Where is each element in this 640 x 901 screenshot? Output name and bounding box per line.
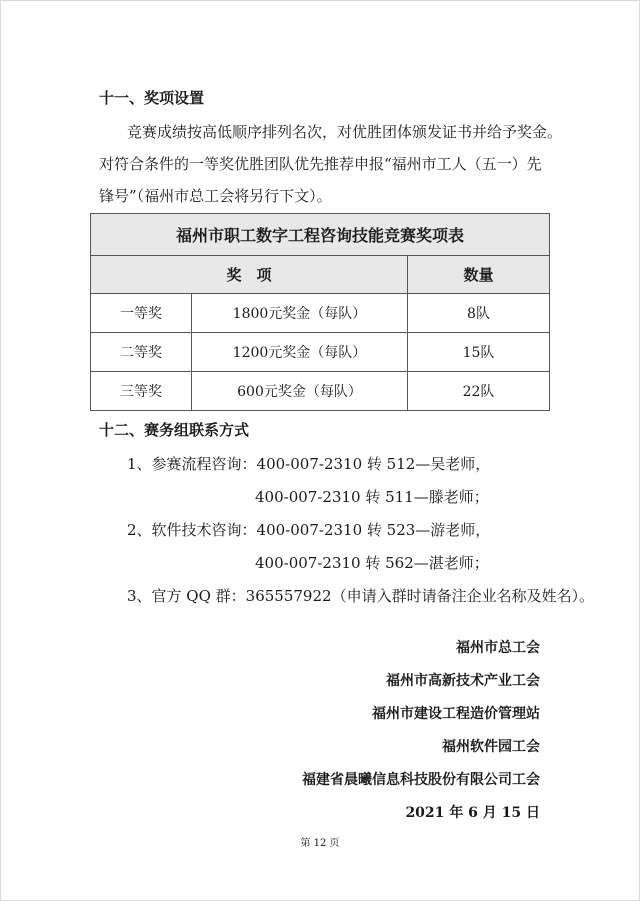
section-11-paragraph-line-1: 竞赛成绩按高低顺序排列名次，对优胜团体颁发证书并给予奖金。 [127, 123, 563, 141]
award-count: 15队 [408, 333, 550, 372]
award-rank: 三等奖 [91, 372, 192, 411]
award-table-title: 福州市职工数字工程咨询技能竞赛奖项表 [91, 214, 550, 256]
award-prize: 1200元奖金（每队） [192, 333, 408, 372]
table-row [91, 333, 550, 372]
award-prize: 1800元奖金（每队） [192, 294, 408, 333]
table-row [91, 294, 550, 333]
contact-process-line-1: 1、参赛流程咨询：400-007-2310 转 512—吴老师， [127, 455, 491, 473]
contact-software-line-1: 2、软件技术咨询：400-007-2310 转 523—游老师， [127, 521, 491, 539]
contact-process-line-2: 400-007-2310 转 511—滕老师； [255, 488, 489, 506]
award-count: 22队 [408, 372, 550, 411]
contact-software-line-2: 400-007-2310 转 562—湛老师； [255, 554, 489, 572]
signature-org-2: 福州市高新技术产业工会 [386, 673, 540, 689]
award-table [90, 213, 549, 411]
award-table-header-award: 奖 项 [91, 256, 408, 294]
award-table-header-count: 数量 [408, 256, 550, 294]
award-rank: 二等奖 [91, 333, 192, 372]
award-prize: 600元奖金（每队） [192, 372, 408, 411]
signature-org-3: 福州市建设工程造价管理站 [372, 706, 540, 722]
section-11-title: 十一、奖项设置 [99, 89, 205, 107]
contact-qq-group: 3、官方 QQ 群：365557922（申请入群时请备注企业名称及姓名）。 [127, 587, 595, 605]
signature-org-5: 福建省晨曦信息科技股份有限公司工会 [302, 772, 540, 788]
signature-org-1: 福州市总工会 [456, 640, 540, 656]
section-11-paragraph-line-3: 锋号”（福州市总工会将另行下文）。 [99, 187, 332, 205]
award-rank: 一等奖 [91, 294, 192, 333]
table-row [91, 372, 550, 411]
page-number: 第 12 页 [300, 838, 340, 849]
signature-date: 2021 年 6 月 15 日 [405, 805, 540, 821]
award-count: 8队 [408, 294, 550, 333]
section-11-paragraph-line-2: 对符合条件的一等奖优胜团队优先推荐申报“福州市工人（五一）先 [99, 155, 542, 173]
signature-org-4: 福州软件园工会 [442, 739, 540, 755]
section-12-title: 十二、赛务组联系方式 [99, 421, 250, 439]
